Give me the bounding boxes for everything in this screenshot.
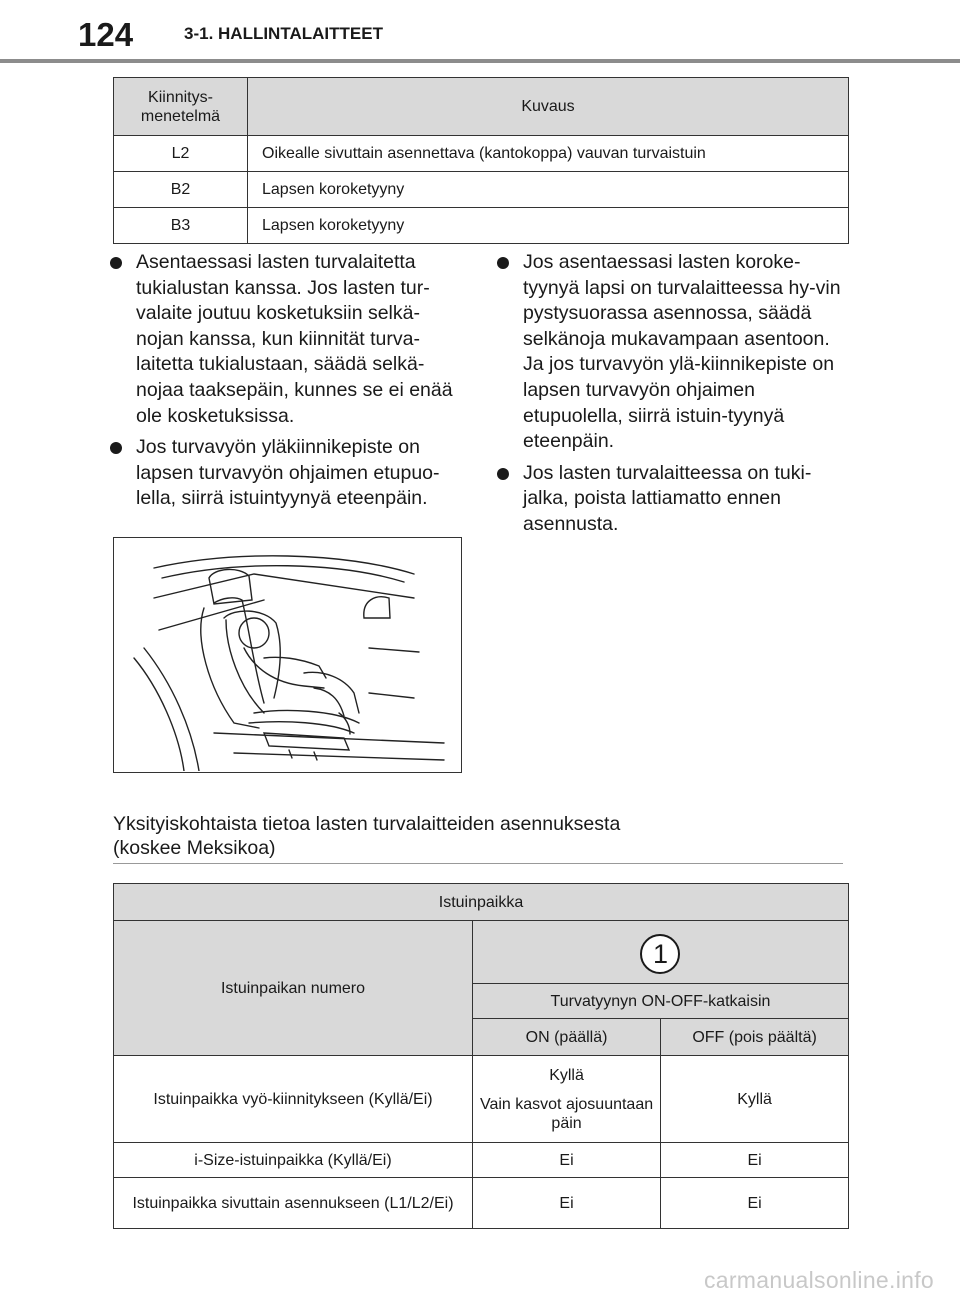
column-header-method-line2: menetelmä xyxy=(140,107,221,125)
table-row xyxy=(114,1143,849,1178)
child-seat-drawing xyxy=(114,538,460,771)
off-label: OFF (pois päältä) xyxy=(661,1019,849,1056)
page-number: 124 xyxy=(78,16,134,53)
seat-number-cell xyxy=(472,921,848,984)
method-code: B3 xyxy=(114,208,248,244)
bullet-item xyxy=(494,461,854,538)
table-row xyxy=(114,208,849,244)
section-title: 3-1. HALLINTALAITTEET xyxy=(184,24,383,43)
info-heading-line2: (koskee Meksikoa) xyxy=(113,837,276,859)
info-heading xyxy=(113,812,843,860)
on-value xyxy=(472,1056,660,1143)
seat-number-badge: 1 xyxy=(640,934,680,974)
table-row xyxy=(114,921,849,984)
bullet-dot-icon xyxy=(497,468,509,480)
page-header xyxy=(0,0,960,66)
table-row xyxy=(114,1056,849,1143)
method-description: Lapsen koroketyyny xyxy=(248,172,849,208)
watermark: carmanualsonline.info xyxy=(703,1267,934,1293)
bullet-item xyxy=(107,250,467,429)
bullet-text: Jos lasten turvalaitteessa on tuki-jalka, poista lattiamatto ennen asennusta. xyxy=(523,461,812,535)
table-title-row xyxy=(114,884,849,921)
child-seat-illustration xyxy=(113,537,462,773)
installation-method-table xyxy=(113,77,849,244)
off-value: Ei xyxy=(661,1143,849,1178)
off-value: Ei xyxy=(661,1178,849,1229)
row-label: Istuinpaikka sivuttain asennukseen (L1/L2/Ei) xyxy=(114,1178,473,1229)
bullet-item xyxy=(107,435,467,512)
method-code: L2 xyxy=(114,136,248,172)
off-value: Kyllä xyxy=(661,1056,849,1143)
airbag-switch-label: Turvatyynyn ON-OFF-katkaisin xyxy=(472,984,848,1019)
on-label: ON (päällä) xyxy=(472,1019,660,1056)
bullet-list-right xyxy=(494,250,854,544)
bullet-list-left xyxy=(107,250,467,518)
bullet-dot-icon xyxy=(110,257,122,269)
table-row xyxy=(114,136,849,172)
method-description: Oikealle sivuttain asennettava (kantokoppa) vauvan turvaistuin xyxy=(248,136,849,172)
seat-number-label: Istuinpaikan numero xyxy=(114,921,473,1056)
table-title: Istuinpaikka xyxy=(114,884,849,921)
table-row xyxy=(114,172,849,208)
on-value-line1: Kyllä xyxy=(549,1066,584,1084)
on-value-line2: Vain kasvot ajosuuntaan päin xyxy=(479,1095,654,1132)
bullet-text: Asentaessasi lasten turvalaitetta tukialustan kanssa. Jos lasten tur-valaite joutuu kosketuksiin selkä-nojan kanssa, kun kiinnität turva-laitetta tukialustaan, säädä selkä-nojaa taaksepäin, kunnes se ei enää ole kosketuksissa. xyxy=(136,251,453,427)
bullet-item xyxy=(494,250,854,455)
column-header-method xyxy=(114,78,248,136)
on-value: Ei xyxy=(472,1143,660,1178)
info-heading-line1: Yksityiskohtaista tietoa lasten turvalaitteiden asennuksesta xyxy=(113,813,621,835)
on-value: Ei xyxy=(472,1178,660,1229)
bullet-dot-icon xyxy=(497,257,509,269)
method-code: B2 xyxy=(114,172,248,208)
bullet-text: Jos turvavyön yläkiinnikepiste on lapsen turvavyön ohjaimen etupuo-lella, siirrä istuintyynyä eteenpäin. xyxy=(136,436,440,510)
table-row xyxy=(114,1178,849,1229)
seat-position-table xyxy=(113,883,849,1229)
column-header-description: Kuvaus xyxy=(248,78,849,136)
table-header-row xyxy=(114,78,849,136)
row-label: Istuinpaikka vyö-kiinnitykseen (Kyllä/Ei) xyxy=(114,1056,473,1143)
row-label: i-Size-istuinpaikka (Kyllä/Ei) xyxy=(114,1143,473,1178)
info-heading-rule xyxy=(113,863,843,864)
header-rule xyxy=(0,59,960,63)
method-description: Lapsen koroketyyny xyxy=(248,208,849,244)
column-header-method-line1: Kiinnitys- xyxy=(148,88,213,106)
bullet-dot-icon xyxy=(110,442,122,454)
bullet-text: Jos asentaessasi lasten koroke-tyynyä lapsi on turvalaitteessa hy-vin pystysuorassa asennossa, säädä selkänoja mukavampaan asentoon. Ja jos turvavyön ylä-kiinnikepiste on lapsen turvavyön ohjaimen etupuolella, siirrä istuin-tyynyä eteenpäin. xyxy=(523,251,841,453)
